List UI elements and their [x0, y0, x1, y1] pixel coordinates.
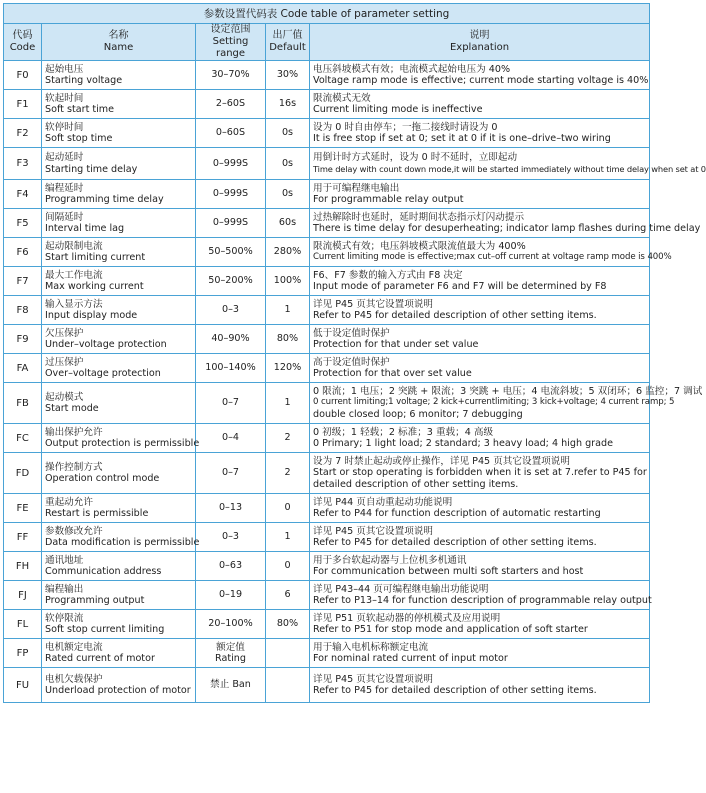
parameter-code: FU: [4, 668, 42, 703]
explanation: [310, 424, 650, 453]
explanation-line: 设为 0 时自由停车；一拖二接线时请设为 0: [313, 121, 498, 133]
parameter-name-cn: 参数修改允许: [45, 525, 103, 537]
parameter-name-en: Under–voltage protection: [45, 339, 167, 350]
setting-range-line: 0–999S: [212, 188, 249, 200]
explanation-line: Current limiting mode is ineffective: [313, 104, 483, 115]
table-row: [4, 180, 650, 209]
explanation-line: 详见 P43–44 页可编程继电输出功能说明: [313, 583, 489, 595]
setting-range: [196, 383, 266, 424]
default-value: 60s: [266, 209, 310, 238]
parameter-code: F6: [4, 238, 42, 267]
explanation-line: 0 current limiting;1 voltage; 2 kick+currentlimiting; 3 kick+voltage; 4 current ramp; 5: [313, 397, 675, 408]
table-row: [4, 383, 650, 424]
parameter-name-en: Soft stop time: [45, 133, 113, 144]
setting-range-line: 20–100%: [208, 618, 253, 630]
setting-range-line: 50–500%: [208, 246, 253, 258]
parameter-code: F5: [4, 209, 42, 238]
parameter-code: FJ: [4, 581, 42, 610]
parameter-name-en: Programming time delay: [45, 194, 164, 205]
setting-range: [196, 581, 266, 610]
parameter-name: [42, 267, 196, 296]
explanation-line: F6、F7 参数的输入方式由 F8 决定: [313, 269, 463, 281]
default-value: 80%: [266, 325, 310, 354]
explanation-line: Input mode of parameter F6 and F7 will be determined by F8: [313, 281, 607, 292]
table-row: [4, 296, 650, 325]
explanation-line: double closed loop; 6 monitor; 7 debugging: [313, 408, 523, 420]
parameter-name: [42, 383, 196, 424]
parameter-code: FH: [4, 552, 42, 581]
default-value: 80%: [266, 610, 310, 639]
explanation: [310, 581, 650, 610]
default-value: 16s: [266, 90, 310, 119]
explanation-line: 0 Primary; 1 light load; 2 standard; 3 heavy load; 4 high grade: [313, 438, 613, 449]
setting-range-line: 2–60S: [215, 98, 246, 110]
parameter-name-cn: 编程延时: [45, 182, 84, 194]
setting-range-line: 100–140%: [205, 362, 256, 374]
default-value: 0: [266, 494, 310, 523]
parameter-name: [42, 119, 196, 148]
parameter-name: [42, 325, 196, 354]
parameter-name-cn: 起动模式: [45, 391, 84, 403]
explanation-line: 用于可编程继电输出: [313, 182, 400, 194]
table-row: [4, 668, 650, 703]
table-row: [4, 424, 650, 453]
parameter-name-cn: 电机欠载保护: [45, 673, 103, 685]
setting-range-line: Rating: [215, 653, 246, 664]
parameter-code: FD: [4, 453, 42, 494]
parameter-name-cn: 输出保护允许: [45, 426, 103, 438]
explanation: [310, 296, 650, 325]
parameter-name: [42, 494, 196, 523]
parameter-name-cn: 输入显示方法: [45, 298, 103, 310]
default-value: 0s: [266, 119, 310, 148]
explanation-line: 0 限流；1 电压；2 突跳 + 限流；3 突跳 + 电压；4 电流斜坡；5 双闭环；6 监控；7 调试: [313, 385, 703, 397]
parameter-name-cn: 软起时间: [45, 92, 84, 104]
parameter-name-en: Output protection is permissible: [45, 438, 200, 449]
parameter-name: [42, 453, 196, 494]
parameter-name-cn: 软停限流: [45, 612, 84, 624]
parameter-code: FL: [4, 610, 42, 639]
parameter-name-en: Operation control mode: [45, 473, 160, 484]
parameter-name: [42, 354, 196, 383]
parameter-name-en: Restart is permissible: [45, 508, 149, 519]
parameter-code: FE: [4, 494, 42, 523]
setting-range: [196, 267, 266, 296]
parameter-code: F0: [4, 61, 42, 90]
explanation-line: It is free stop if set at 0; set it at 0 if it is one–drive–two wiring: [313, 133, 611, 144]
parameter-code: FC: [4, 424, 42, 453]
table-row: [4, 325, 650, 354]
setting-range: [196, 296, 266, 325]
parameter-name-cn: 通讯地址: [45, 554, 84, 566]
parameter-code: F7: [4, 267, 42, 296]
header-default: 出厂值 Default: [266, 24, 310, 61]
table-row: [4, 494, 650, 523]
parameter-name: [42, 610, 196, 639]
explanation: [310, 119, 650, 148]
default-value: [266, 639, 310, 668]
parameter-name-en: Soft start time: [45, 104, 115, 115]
setting-range: [196, 610, 266, 639]
setting-range: [196, 552, 266, 581]
parameter-code: F3: [4, 148, 42, 180]
default-value: 0s: [266, 148, 310, 180]
table-row: [4, 209, 650, 238]
explanation-line: 详见 P45 页其它设置项说明: [313, 298, 434, 310]
explanation-line: 详见 P45 页其它设置项说明: [313, 525, 434, 537]
parameter-name: [42, 581, 196, 610]
parameter-table-container: [3, 3, 706, 703]
table-row: [4, 90, 650, 119]
explanation-line: Refer to P51 for stop mode and application of soft starter: [313, 624, 588, 635]
table-row: [4, 119, 650, 148]
setting-range: [196, 180, 266, 209]
explanation-line: 设为 7 时禁止起动或停止操作，详见 P45 页其它设置项说明: [313, 455, 570, 467]
parameter-name-cn: 起动限制电流: [45, 240, 103, 252]
setting-range-line: 30–70%: [211, 69, 250, 81]
explanation-line: 电压斜坡模式有效；电流模式起始电压为 40%: [313, 63, 511, 75]
explanation-line: Voltage ramp mode is effective; current mode starting voltage is 40%: [313, 75, 649, 86]
parameter-name-en: Max working current: [45, 281, 144, 292]
parameter-code: F2: [4, 119, 42, 148]
parameter-name: [42, 180, 196, 209]
default-value: 0s: [266, 180, 310, 209]
table-row: [4, 610, 650, 639]
explanation-line: Start or stop operating is forbidden when it is set at 7.refer to P45 for: [313, 467, 647, 479]
setting-range: [196, 668, 266, 703]
parameter-name-cn: 重起动允许: [45, 496, 93, 508]
setting-range-line: 0–63: [218, 560, 243, 572]
explanation: [310, 453, 650, 494]
table-title: 参数设置代码表 Code table of parameter setting: [4, 4, 650, 24]
default-value: 2: [266, 453, 310, 494]
table-row: [4, 581, 650, 610]
setting-range: [196, 453, 266, 494]
parameter-name-en: Data modification is permissible: [45, 537, 200, 548]
setting-range: [196, 61, 266, 90]
default-value: 2: [266, 424, 310, 453]
parameter-name-en: Input display mode: [45, 310, 138, 321]
parameter-name-en: Rated current of motor: [45, 653, 155, 664]
parameter-code: FA: [4, 354, 42, 383]
explanation-line: For communication between multi soft starters and host: [313, 566, 584, 577]
setting-range-line: 0–7: [221, 467, 239, 479]
setting-range: [196, 238, 266, 267]
table-row: [4, 552, 650, 581]
explanation: [310, 639, 650, 668]
explanation-line: Refer to P45 for detailed description of other setting items.: [313, 685, 597, 696]
default-value: 120%: [266, 354, 310, 383]
explanation: [310, 383, 703, 424]
parameter-name-cn: 软停时间: [45, 121, 84, 133]
explanation: [310, 267, 650, 296]
header-setting-range: 设定范围 Setting range: [196, 24, 266, 61]
explanation: [310, 552, 650, 581]
parameter-name-cn: 过压保护: [45, 356, 84, 368]
setting-range: [196, 523, 266, 552]
explanation-line: 详见 P44 页自动重起动功能说明: [313, 496, 453, 508]
parameter-name: [42, 523, 200, 552]
explanation: [310, 61, 650, 90]
explanation-line: Protection for that under set value: [313, 339, 479, 350]
parameter-name-cn: 电机额定电流: [45, 641, 103, 653]
header-code: 代码 Code: [4, 24, 42, 61]
explanation-line: 过热解除时也延时，延时期间状态指示灯闪动提示: [313, 211, 525, 223]
parameter-code: FB: [4, 383, 42, 424]
setting-range: [196, 424, 266, 453]
table-row: [4, 354, 650, 383]
setting-range: [196, 325, 266, 354]
default-value: [266, 668, 310, 703]
setting-range: [196, 90, 266, 119]
default-value: 1: [266, 383, 310, 424]
explanation: [310, 238, 672, 267]
parameter-name-en: Underload protection of motor: [45, 685, 191, 696]
explanation: [310, 354, 650, 383]
explanation-line: Refer to P44 for function description of automatic restarting: [313, 508, 601, 519]
parameter-name: [42, 61, 196, 90]
setting-range-line: 0–19: [218, 589, 243, 601]
parameter-name: [42, 668, 196, 703]
setting-range: [196, 148, 266, 180]
setting-range-line: 40–90%: [211, 333, 250, 345]
default-value: 1: [266, 296, 310, 325]
explanation-line: Refer to P13–14 for function description of programmable relay output: [313, 595, 652, 606]
setting-range-line: 0–60S: [215, 127, 246, 139]
parameter-name-en: Interval time lag: [45, 223, 125, 234]
explanation-line: 详见 P45 页其它设置项说明: [313, 673, 434, 685]
setting-range-line: 0–3: [221, 531, 239, 543]
explanation: [310, 90, 650, 119]
parameter-name: [42, 148, 196, 180]
parameter-name: [42, 238, 196, 267]
setting-range: [196, 119, 266, 148]
explanation: [310, 523, 650, 552]
parameter-code: F9: [4, 325, 42, 354]
explanation-line: detailed description of other setting items.: [313, 478, 519, 490]
parameter-code: F8: [4, 296, 42, 325]
setting-range: [196, 639, 266, 668]
setting-range-line: 禁止 Ban: [210, 679, 251, 691]
explanation-line: There is time delay for desuperheating; indicator lamp flashes during time delay: [313, 223, 701, 234]
table-row: [4, 238, 650, 267]
setting-range-line: 0–4: [221, 432, 239, 444]
parameter-name-en: Soft stop current limiting: [45, 624, 165, 635]
explanation: [310, 325, 650, 354]
parameter-name-en: Start limiting current: [45, 252, 146, 263]
setting-range: [196, 209, 266, 238]
setting-range-line: 0–3: [221, 304, 239, 316]
parameter-name-en: Programming output: [45, 595, 145, 606]
parameter-name-cn: 起动延时: [45, 152, 84, 164]
explanation-line: 用于输入电机标称额定电流: [313, 641, 429, 653]
parameter-name-en: Start mode: [45, 403, 99, 414]
table-row: [4, 61, 650, 90]
parameter-name-cn: 起始电压: [45, 63, 84, 75]
parameter-name-en: Starting time delay: [45, 163, 138, 175]
table-body: [4, 61, 706, 703]
parameter-name-cn: 欠压保护: [45, 327, 84, 339]
parameter-name-en: Starting voltage: [45, 75, 123, 86]
setting-range-line: 0–999S: [212, 157, 249, 169]
parameter-name: [42, 90, 196, 119]
parameter-code: FP: [4, 639, 42, 668]
setting-range-line: 0–7: [221, 397, 239, 409]
parameter-name-cn: 编程输出: [45, 583, 84, 595]
parameter-name: [42, 552, 196, 581]
parameter-code: FF: [4, 523, 42, 552]
table-row: [4, 639, 650, 668]
header-explanation: 说明 Explanation: [310, 24, 650, 61]
setting-range: [196, 354, 266, 383]
explanation-line: 用于多台软起动器与上位机多机通讯: [313, 554, 467, 566]
explanation-line: 高于设定值时保护: [313, 356, 390, 368]
default-value: 100%: [266, 267, 310, 296]
explanation-line: For programmable relay output: [313, 194, 464, 205]
explanation-line: 详见 P51 页软起动器的停机模式及应用说明: [313, 612, 501, 624]
parameter-code-table: [3, 3, 706, 703]
setting-range-line: 额定值: [216, 641, 245, 653]
parameter-name: [42, 639, 196, 668]
explanation-line: For nominal rated current of input motor: [313, 653, 508, 664]
table-row: [4, 523, 650, 552]
parameter-name: [42, 209, 196, 238]
explanation: [310, 668, 650, 703]
explanation-line: 限流模式有效；电压斜坡模式限流值最大为 400%: [313, 240, 526, 252]
explanation-line: 低于设定值时保护: [313, 327, 390, 339]
parameter-name: [42, 296, 196, 325]
parameter-name: [42, 424, 200, 453]
table-row: [4, 267, 650, 296]
default-value: 30%: [266, 61, 310, 90]
explanation: [310, 209, 701, 238]
explanation-line: Current limiting mode is effective;max cut–off current at voltage ramp mode is 400%: [313, 252, 672, 262]
table-row: [4, 148, 650, 180]
default-value: 280%: [266, 238, 310, 267]
default-value: 1: [266, 523, 310, 552]
explanation: [310, 180, 650, 209]
parameter-name-en: Over–voltage protection: [45, 368, 161, 379]
setting-range-line: 50–200%: [208, 275, 253, 287]
parameter-name-en: Communication address: [45, 566, 162, 577]
setting-range-line: 0–13: [218, 502, 243, 514]
explanation-line: Refer to P45 for detailed description of other setting items.: [313, 537, 597, 548]
parameter-code: F1: [4, 90, 42, 119]
parameter-name-cn: 最大工作电流: [45, 269, 103, 281]
explanation: [310, 494, 650, 523]
explanation-line: Time delay with count down mode,it will be started immediately without time delay when set at 0: [313, 163, 706, 174]
explanation-line: Protection for that over set value: [313, 368, 472, 379]
parameter-name-cn: 操作控制方式: [45, 461, 103, 473]
parameter-name-cn: 间隔延时: [45, 211, 84, 223]
setting-range-line: 0–999S: [212, 217, 249, 229]
header-name: 名称 Name: [42, 24, 196, 61]
default-value: 0: [266, 552, 310, 581]
explanation-line: 0 初级；1 轻载；2 标准；3 重载；4 高级: [313, 426, 494, 438]
explanation: [310, 148, 706, 180]
table-row: [4, 453, 650, 494]
explanation-line: 用倒计时方式延时，设为 0 时不延时，立即起动: [313, 152, 518, 164]
default-value: 6: [266, 581, 310, 610]
explanation-line: Refer to P45 for detailed description of other setting items.: [313, 310, 597, 321]
setting-range: [196, 494, 266, 523]
parameter-code: F4: [4, 180, 42, 209]
explanation-line: 限流模式无效: [313, 92, 371, 104]
explanation: [310, 610, 650, 639]
